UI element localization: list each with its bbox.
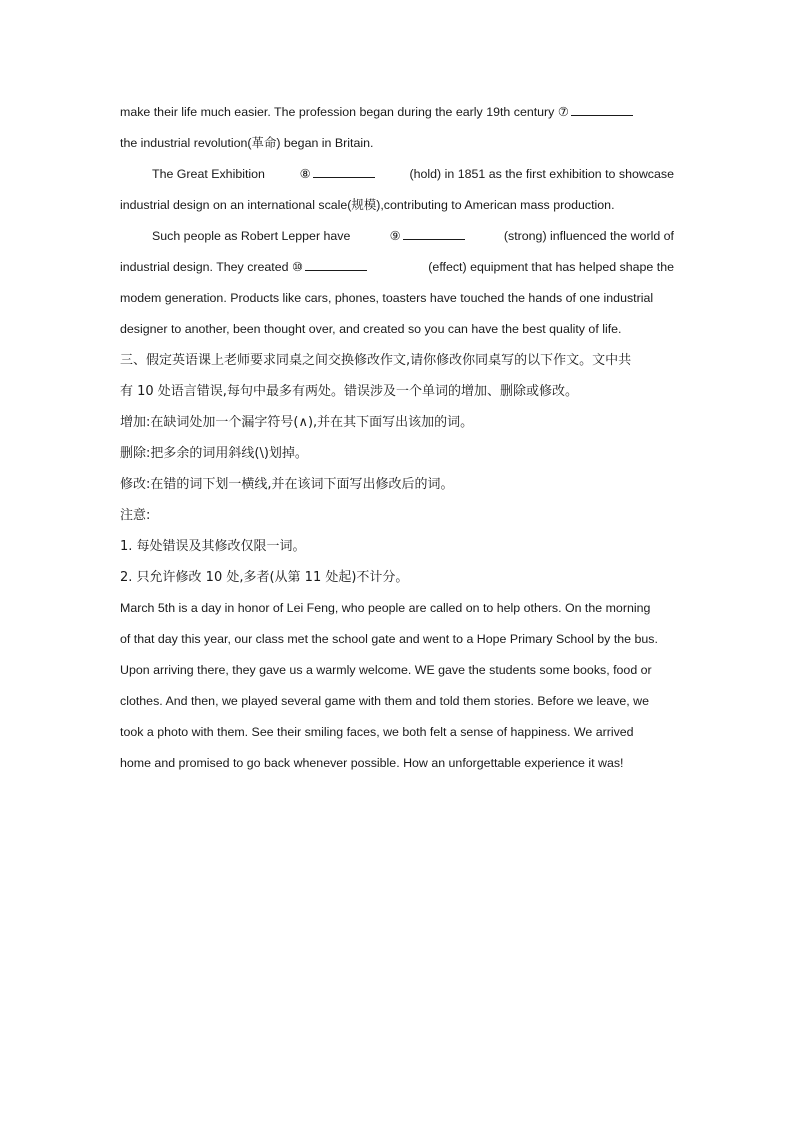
essay-line-1: March 5th is a day in honor of Lei Feng, who people are called on to help others. On the morning [120,601,651,615]
blank-group-8 [300,159,375,190]
passage-text: industrial design. They created ⑩ [120,260,304,274]
modify-rule: 修改:在错的词下划一横线,并在该词下面写出修改后的词。 [120,477,454,492]
answer-blank-9 [403,238,465,240]
passage-text: (strong) influenced the world of [503,229,674,243]
passage-line-3 [120,159,674,190]
passage-line-6 [120,252,674,283]
note-item-1: 1. 每处错误及其修改仅限一词。 [120,539,306,554]
essay-line-2: of that day this year, our class met the school gate and went to a Hope Primary School by the bus. [120,632,658,646]
document-page [120,97,674,779]
passage-text: (hold) in 1851 as the first exhibition to showcase [409,167,674,181]
passage-text: The Great Exhibition [152,167,265,181]
question-number-8: ⑧ [299,167,311,181]
note-item-2: 2. 只允许修改 10 处,多者(从第 11 处起)不计分。 [120,570,409,585]
passage-text: (effect) equipment that has helped shape the [428,260,674,274]
passage-text: make their life much easier. The profession began during the early 19th century ⑦ [120,105,569,119]
passage-line-5 [120,221,674,252]
essay-line-4: clothes. And then, we played several game with them and told them stories. Before we leave, we [120,694,649,708]
essay-line-5: took a photo with them. See their smiling faces, we both felt a sense of happiness. We arrived [120,725,634,739]
question-number-9: ⑨ [389,229,401,243]
essay-line-3: Upon arriving there, they gave us a warmly welcome. WE gave the students some books, food or [120,663,652,677]
passage-line-7: modem generation. Products like cars, phones, toasters have touched the hands of one industrial [120,291,654,305]
section-heading: 三、假定英语课上老师要求同桌之间交换修改作文,请你修改你同桌写的以下作文。文中共 [120,353,632,368]
section-heading-cont: 有 10 处语言错误,每句中最多有两处。错误涉及一个单词的增加、删除或修改。 [120,384,578,399]
blank-group-10 [120,252,367,283]
passage-text: Such people as Robert Lepper have [152,229,351,243]
answer-blank-10 [305,269,367,271]
delete-rule: 删除:把多余的词用斜线(\)划掉。 [120,446,308,461]
passage-line-4: industrial design on an international scale(规模),contributing to American mass production. [120,198,615,212]
note-label: 注意: [120,508,151,523]
passage-line-2: the industrial revolution(革命) began in Britain. [120,136,374,150]
essay-line-6: home and promised to go back whenever possible. How an unforgettable experience it was! [120,756,624,770]
answer-blank-8 [313,176,375,178]
passage-line-1 [120,97,674,128]
add-rule: 增加:在缺词处加一个漏字符号(∧),并在其下面写出该加的词。 [120,415,474,430]
blank-group-9 [390,221,465,252]
answer-blank-7 [571,114,633,116]
passage-line-8: designer to another, been thought over, and created so you can have the best quality of life. [120,322,622,336]
